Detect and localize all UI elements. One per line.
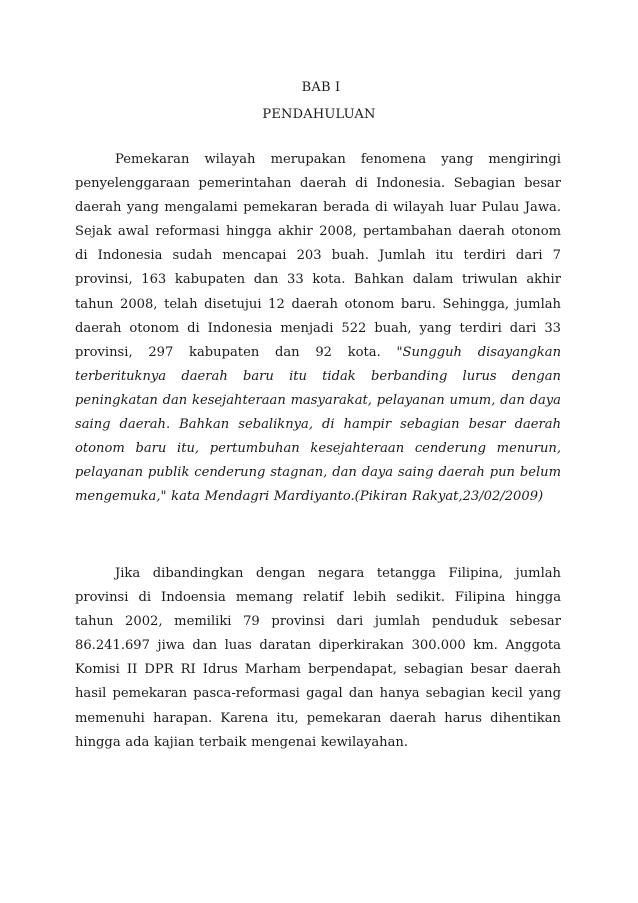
chapter-title: PENDAHULUAN xyxy=(262,107,376,122)
paragraph-1 xyxy=(75,148,561,509)
paragraph-2: Jika dibandingkan dengan negara tetangga Filipina, jumlah provinsi di Indoensia memang relatif lebih sedikit. Filipina hingga tahun 2002, memiliki 79 provinsi dari jumlah penduduk sebesar 86.241.697 jiwa dan luas daratan diperkirakan 300.000 km. Anggota Komisi II DPR RI Idrus Marham berpendapat, sebagian besar daerah hasil pemekaran pasca-reformasi gagal dan hanya sebagian kecil yang memenuhi harapan. Karena itu, pemekaran daerah harus dihentikan hingga ada kajian terbaik mengenai kewilayahan. xyxy=(75,566,561,750)
paragraph-1-quote: "Sungguh disayangkan terberituknya daerah baru itu tidak berbanding lurus dengan peningkatan dan kesejahteraan masyarakat, pelayanan umum, dan daya saing daerah. Bahkan sebaliknya, di hampir sebagian besar daerah otonom baru itu, pertumbuhan kesejahteraan cenderung menurun, pelayanan publik cenderung stagnan, dan daya saing daerah pun belum mengemuka," kata Mendagri Mardiyanto.(Pikiran Rakyat,23/02/2009) xyxy=(75,344,562,505)
chapter-heading: BAB I xyxy=(301,80,341,95)
paragraph-1-text: Pemekaran wilayah merupakan fenomena yang mengiringi penyelenggaraan pemerintahan daerah di Indonesia. Sebagian besar daerah yang mengalami pemekaran berada di wilayah luar Pulau Jawa. Sejak awal reformasi hingga akhir 2008, pertambahan daerah otonom di Indonesia sudah mencapai 203 buah. Jumlah itu terdiri dari 7 provinsi, 163 kabupaten dan 33 kota. Bahkan dalam triwulan akhir tahun 2008, telah disetujui 12 daerah otonom baru. Sehingga, jumlah daerah otonom di Indonesia menjadi 522 buah, yang terdiri dari 33 provinsi, 297 kabupaten dan 92 kota. xyxy=(75,152,561,360)
